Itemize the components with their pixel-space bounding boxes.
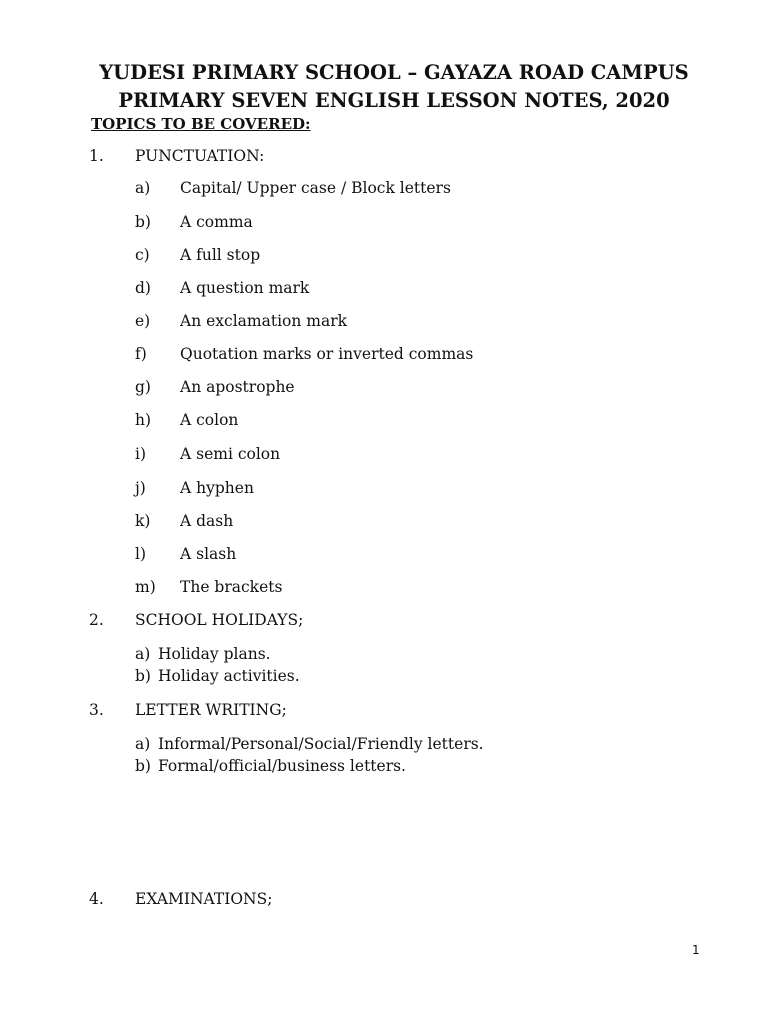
list-item-text: Capital/ Upper case / Block letters — [180, 179, 451, 197]
list-item — [0, 645, 768, 667]
section-number: 4. — [89, 890, 104, 908]
list-item-text: An apostrophe — [180, 378, 295, 396]
section-title: SCHOOL HOLIDAYS; — [135, 611, 304, 629]
list-item-letter: b) — [135, 667, 151, 685]
list-item-letter: f) — [135, 345, 147, 363]
list-item-text: A comma — [180, 213, 253, 231]
list-item-letter: a) — [135, 735, 151, 753]
section-number: 3. — [89, 701, 104, 719]
page-number: 1 — [692, 943, 700, 957]
list-item-letter: a) — [135, 179, 151, 197]
list-item-text: A slash — [180, 545, 237, 563]
list-item — [0, 345, 768, 367]
list-item-letter: a) — [135, 645, 151, 663]
list-item-letter: m) — [135, 578, 156, 596]
list-item-letter: j) — [135, 479, 146, 497]
list-item — [0, 578, 768, 600]
list-item-text: An exclamation mark — [180, 312, 348, 330]
list-item — [0, 378, 768, 400]
list-item-letter: e) — [135, 312, 151, 330]
list-item — [0, 545, 768, 567]
list-item — [0, 246, 768, 268]
list-item-letter: i) — [135, 445, 147, 463]
list-item — [0, 735, 768, 757]
list-item-text: A hyphen — [180, 479, 254, 497]
list-item-text: Formal/official/business letters. — [158, 757, 406, 775]
document-subtitle: PRIMARY SEVEN ENGLISH LESSON NOTES, 2020 — [118, 89, 670, 112]
list-item-text: A full stop — [180, 246, 261, 264]
list-item-text: Holiday plans. — [158, 645, 271, 663]
topics-heading: TOPICS TO BE COVERED: — [91, 115, 311, 133]
list-item-letter: h) — [135, 411, 152, 429]
list-item-letter: l) — [135, 545, 147, 563]
list-item — [0, 479, 768, 501]
list-item-text: Holiday activities. — [158, 667, 300, 685]
list-item-text: A colon — [180, 411, 239, 429]
section-title: EXAMINATIONS; — [135, 890, 273, 908]
list-item-text: Quotation marks or inverted commas — [180, 345, 474, 363]
list-item — [0, 312, 768, 334]
list-item-text: A semi colon — [180, 445, 281, 463]
list-item — [0, 667, 768, 689]
list-item-text: A dash — [180, 512, 234, 530]
list-item-letter: b) — [135, 757, 151, 775]
list-item — [0, 279, 768, 301]
section-title: PUNCTUATION: — [135, 147, 265, 165]
list-item-text: A question mark — [180, 279, 310, 297]
list-item-letter: k) — [135, 512, 151, 530]
list-item — [0, 213, 768, 235]
list-item-text: The brackets — [180, 578, 283, 596]
list-item — [0, 445, 768, 467]
list-item-text: Informal/Personal/Social/Friendly letters. — [158, 735, 484, 753]
section-title: LETTER WRITING; — [135, 701, 287, 719]
section-number: 2. — [89, 611, 104, 629]
list-item-letter: c) — [135, 246, 150, 264]
section-number: 1. — [89, 147, 104, 165]
list-item-letter: d) — [135, 279, 151, 297]
list-item — [0, 411, 768, 433]
list-item-letter: g) — [135, 378, 151, 396]
document-title: YUDESI PRIMARY SCHOOL – GAYAZA ROAD CAMPUS — [99, 61, 689, 84]
list-item — [0, 757, 768, 779]
list-item-letter: b) — [135, 213, 151, 231]
list-item — [0, 512, 768, 534]
list-item — [0, 179, 768, 201]
